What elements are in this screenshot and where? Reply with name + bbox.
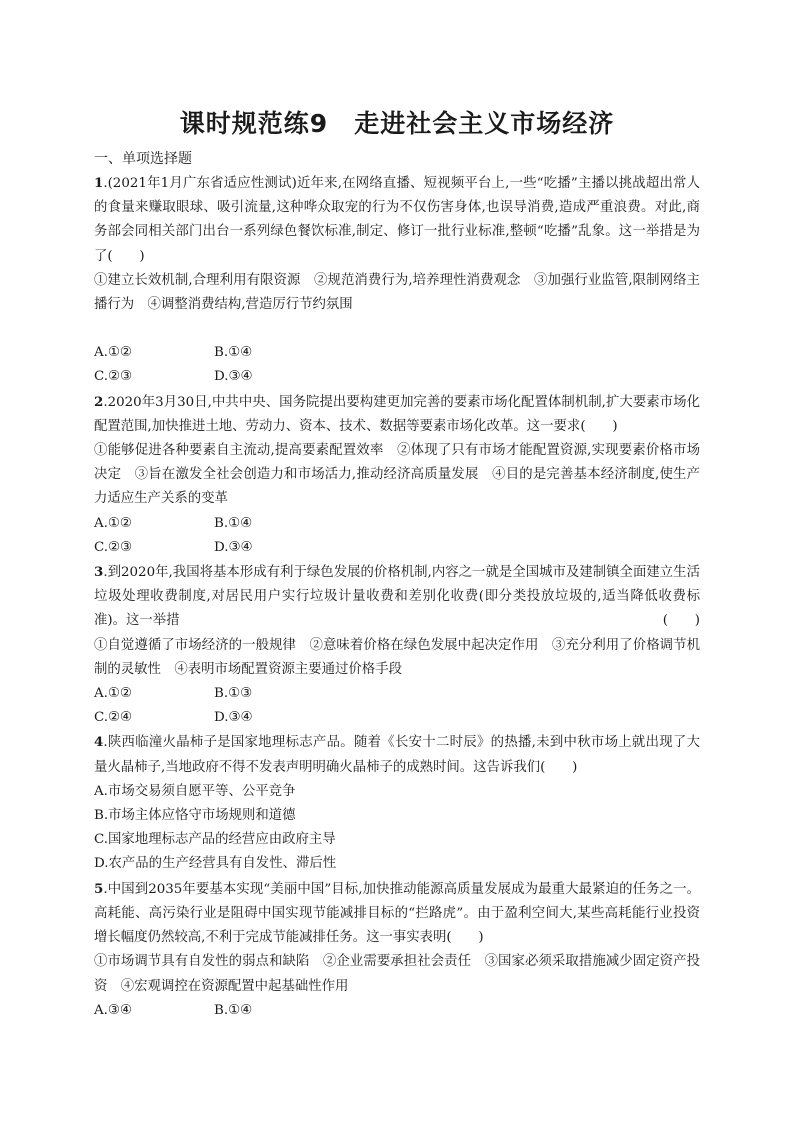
- statement-list: ①自觉遵循了市场经济的一般规律 ②意味着价格在绿色发展中起决定作用 ③充分利用了价格调节机制的灵敏性 ④表明市场配置资源主要通过价格手段: [94, 637, 700, 677]
- option-d[interactable]: D.农产品的生产经营具有自发性、滞后性: [94, 856, 337, 872]
- section-heading: 一、单项选择题: [94, 151, 192, 167]
- question-number: 3: [94, 564, 104, 581]
- question-number: 2: [94, 393, 104, 410]
- option-d[interactable]: D.③④: [214, 710, 253, 726]
- answer-blank: ( ): [662, 613, 700, 629]
- option-a[interactable]: A.①②: [94, 345, 132, 361]
- option-d[interactable]: D.③④: [214, 539, 253, 555]
- option-b[interactable]: B.①④: [214, 515, 253, 531]
- answer-options: [94, 682, 700, 730]
- question-5: [94, 877, 700, 1023]
- answer-options: [94, 999, 700, 1023]
- option-c[interactable]: C.②③: [94, 539, 133, 555]
- question-number: 4: [94, 734, 104, 751]
- question-stem: 4.陕西临潼火晶柿子是国家地理标志产品。随着《长安十二时辰》的热播,未到中秋市场上就出现了大量火晶柿子,当地政府不得不发表声明明确火晶柿子的成熟时间。这告诉我们( ): [94, 734, 700, 775]
- option-b[interactable]: B.①④: [214, 345, 253, 361]
- question-3: [94, 560, 700, 730]
- option-c[interactable]: C.国家地理标志产品的经营应由政府主导: [94, 832, 336, 848]
- option-b[interactable]: B.市场主体应恪守市场规则和道德: [94, 808, 296, 824]
- option-a[interactable]: A.①②: [94, 515, 132, 531]
- question-stem: 2.2020年3月30日,中共中央、国务院提出要构建更加完善的要素市场化配置体制机制,扩大要素市场化配置范围,加快推进土地、劳动力、资本、技术、数据等要素市场化改革。这一要求( ): [94, 393, 700, 434]
- option-c[interactable]: C.②③: [94, 369, 133, 385]
- blank-spacer: [94, 317, 700, 341]
- question-number: 1: [94, 175, 104, 191]
- option-b[interactable]: B.①③: [214, 686, 253, 702]
- option-a[interactable]: A.①②: [94, 686, 132, 702]
- page-title: 课时规范练9 走进社会主义市场经济: [179, 109, 615, 138]
- statement-list: ①能够促进各种要素自主流动,提高要素配置效率 ②体现了只有市场才能配置资源,实现要素价格市场决定 ③旨在激发全社会创造力和市场活力,推动经济高质量发展 ④目的是完善基本经济制度,使生产力适应生产关系的变革: [94, 443, 700, 507]
- question-number: 5: [94, 880, 104, 897]
- answer-options: [94, 341, 700, 389]
- option-b[interactable]: B.①④: [214, 1002, 253, 1018]
- statement-list: ①市场调节具有自发性的弱点和缺陷 ②企业需要承担社会责任 ③国家必须采取措施减少固定资产投资 ④宏观调控在资源配置中起基础性作用: [94, 954, 700, 994]
- option-a[interactable]: A.市场交易须自愿平等、公平竞争: [94, 783, 296, 799]
- question-1: [94, 171, 700, 390]
- answer-options: [94, 512, 700, 560]
- question-stem: 1.(2021年1月广东省适应性测试)近年来,在网络直播、短视频平台上,一些“吃播”主播以挑战超出常人的食量来赚取眼球、吸引流量,这种哗众取宠的行为不仅伤害身体,也误导消费,造成严重浪费。对此,商务部会同相关部门出台一系列绿色餐饮标准,制定、修订一批行业标准,整顿“吃播”乱象。这一举措是为了( ): [94, 175, 700, 264]
- question-2: [94, 390, 700, 560]
- option-a[interactable]: A.③④: [94, 1002, 132, 1018]
- question-4: [94, 730, 700, 876]
- question-stem: 5.中国到2035年要基本实现“美丽中国”目标,加快推动能源高质量发展成为最重大最紧迫的任务之一。高耗能、高污染行业是阻碍中国实现节能减排目标的“拦路虎”。由于盈利空间大,某些高耗能行业投资增长幅度仍然较高,不利于完成节能减排任务。这一事实表明( ): [94, 880, 700, 946]
- option-d[interactable]: D.③④: [214, 369, 253, 385]
- option-c[interactable]: C.②④: [94, 710, 133, 726]
- question-list: [94, 171, 700, 1023]
- statement-list: ①建立长效机制,合理利用有限资源 ②规范消费行为,培养理性消费观念 ③加强行业监管,限制网络主播行为 ④调整消费结构,营造厉行节约氛围: [94, 272, 700, 313]
- question-stem: 3.到2020年,我国将基本形成有利于绿色发展的价格机制,内容之一就是全国城市及建制镇全面建立生活垃圾处理收费制度,对居民用户实行垃圾计量收费和差别化收费(即分类投放垃圾的,适当降低收费标准)。这一举措 ( ): [94, 560, 700, 634]
